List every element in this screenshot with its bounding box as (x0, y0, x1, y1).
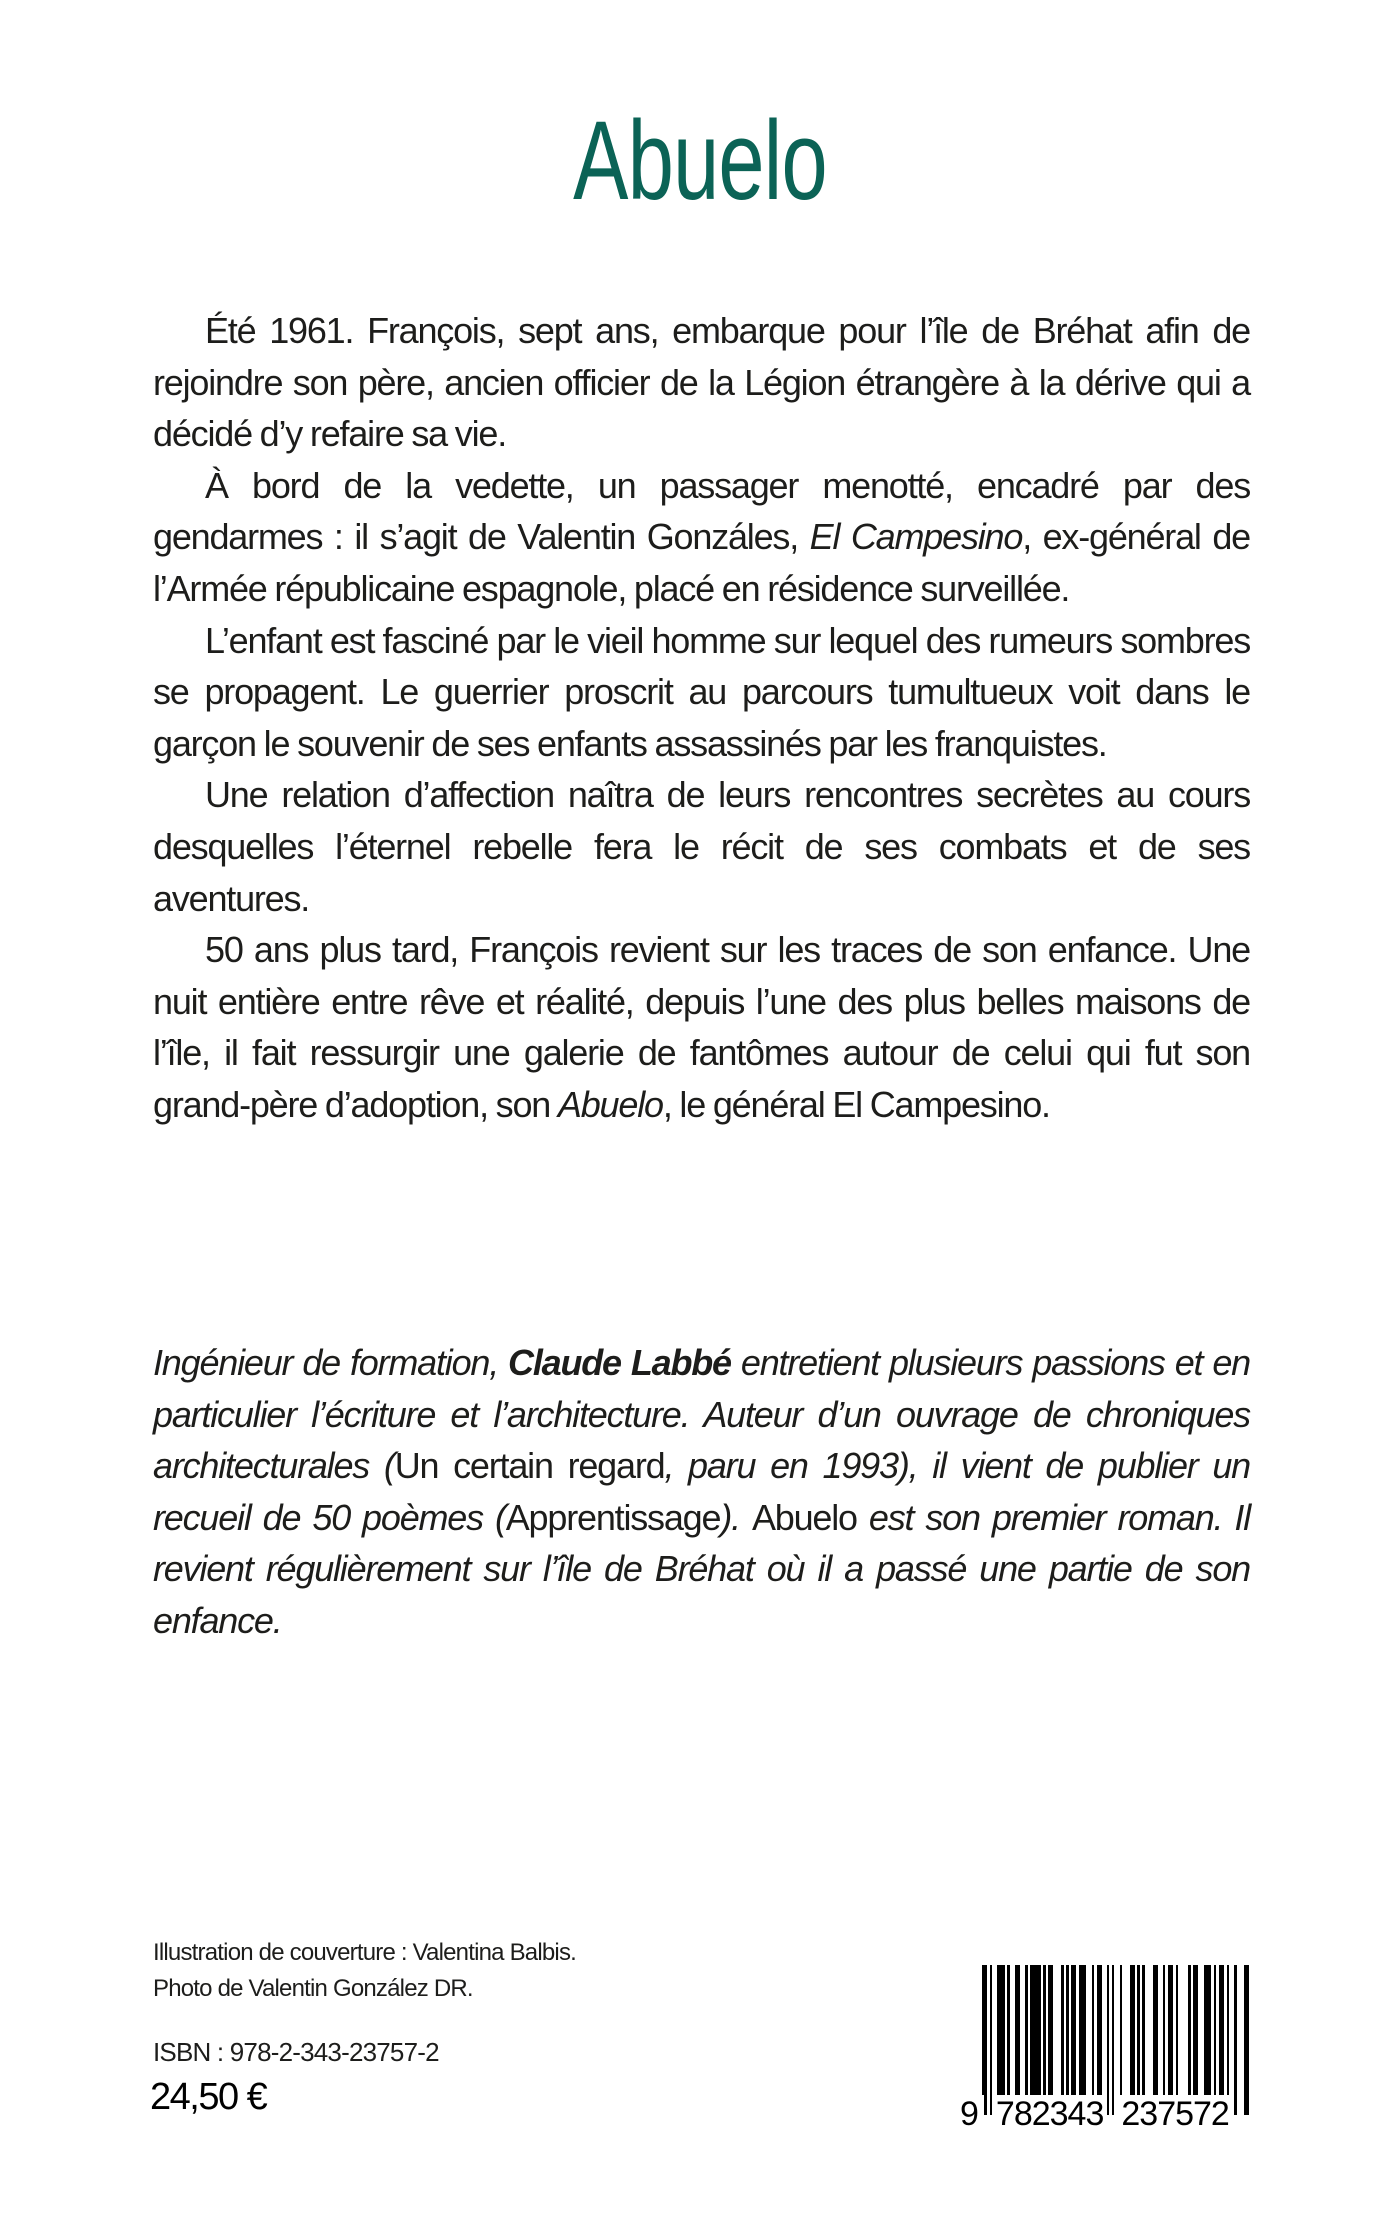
text: À bord de la vedette, un passager menotté, encadré par des gendarmes : il s’agit de Valentin Gonzáles, (153, 464, 1250, 558)
barcode-bars (982, 1965, 1252, 2115)
text: , paru en 1993), il vient de publier un recueil de 50 poèmes ( (153, 1445, 1250, 1538)
author-bio (153, 1337, 1250, 1647)
barcode-digits (960, 2095, 1260, 2134)
photo-credit: Photo de Valentin González DR. (153, 1975, 473, 2002)
summary-paragraph-2 (153, 460, 1250, 615)
summary-paragraph-5 (153, 924, 1250, 1130)
book-title-ref: Apprentissage (505, 1496, 721, 1538)
isbn: ISBN : 978-2-343-23757-2 (153, 2037, 439, 2067)
author-name: Claude Labbé (508, 1342, 731, 1383)
bio-paragraph (153, 1337, 1250, 1647)
summary (153, 305, 1250, 1131)
book-title: Abuelo (573, 98, 827, 223)
price: 24,50 € (150, 2076, 267, 2118)
barcode-first-digit: 9 (960, 2095, 984, 2133)
text: entretient plusieurs passions et en particulier l’écriture et l’architecture. Auteur d’un ouvrage de chroniques architecturales ( (153, 1342, 1250, 1487)
barcode-left-group: 782343 (992, 2095, 1107, 2133)
barcode-right-group: 237572 (1117, 2095, 1232, 2133)
book-title-ref: Abuelo (751, 1496, 857, 1538)
text: Une relation d’affection naîtra de leurs rencontres secrètes au cours desquelles l’éternel rebelle fera le récit de ses combats et de ses aventures. (153, 774, 1250, 919)
summary-paragraph-4 (153, 769, 1250, 924)
text: Ingénieur de formation, (153, 1342, 509, 1383)
text: ). (720, 1496, 752, 1538)
illustration-credit: Illustration de couverture : Valentina Balbis. (153, 1939, 577, 1966)
text: 50 ans plus tard, François revient sur les traces de son enfance. Une nuit entière entre rêve et réalité, depuis l’une des plus belles maisons de l’île, il fait ressurgir une galerie de fantômes autour de celui qui fut son grand-père d’adoption, son (153, 929, 1250, 1125)
summary-paragraph-1 (153, 305, 1250, 460)
barcode (960, 1965, 1260, 2155)
text: est son premier roman. Il revient régulièrement sur l’île de Bréhat où il a passé une partie de son enfance. (153, 1496, 1250, 1641)
title-italic: Abuelo (557, 1083, 663, 1125)
text: , le général El Campesino. (662, 1083, 1050, 1125)
summary-paragraph-3 (153, 615, 1250, 770)
nickname-italic: El Campesino (809, 516, 1023, 558)
text: Été 1961. François, sept ans, embarque pour l’île de Bréhat afin de rejoindre son père, ancien officier de la Légion étrangère à la dérive qui a décidé d’y refaire sa vie. (153, 310, 1250, 455)
text: L’enfant est fasciné par le vieil homme sur lequel des rumeurs sombres se propagent. Le guerrier proscrit au parcours tumultueux voit dans le garçon le souvenir de ses enfants assassinés par les franquistes. (153, 619, 1250, 764)
book-title-ref: Un certain regard (394, 1445, 665, 1487)
text: , ex-général de l’Armée républicaine espagnole, placé en résidence surveillée. (153, 516, 1250, 609)
credits (153, 1935, 576, 2007)
